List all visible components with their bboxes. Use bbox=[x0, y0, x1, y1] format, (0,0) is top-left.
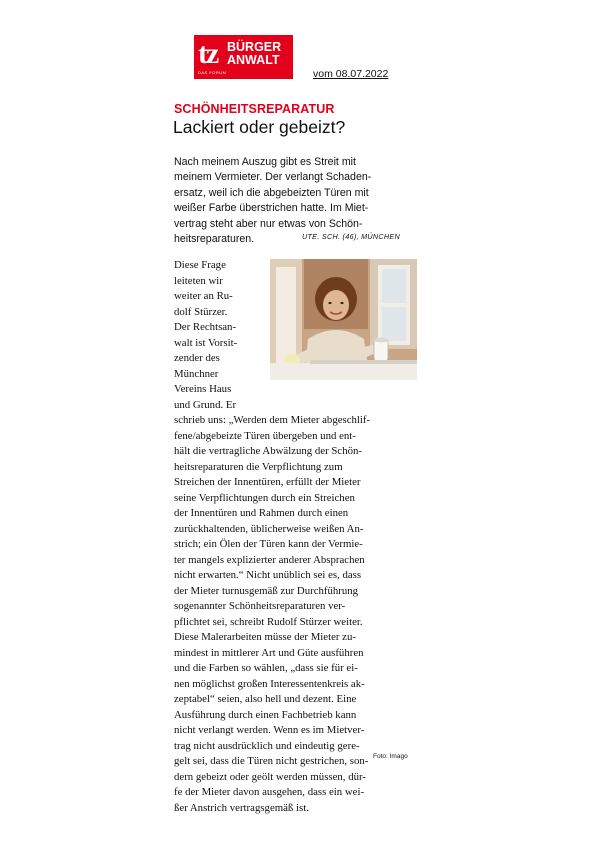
body-line: der Mieter turnusgemäß zur Durchführung bbox=[174, 584, 359, 597]
lead-line: meinem Vermieter. Der verlangt Schaden- bbox=[174, 171, 372, 184]
logo-tz: tz bbox=[198, 37, 218, 70]
body-line: ßer Anstrich vertragsgemäß ist. bbox=[174, 801, 309, 814]
body-line: weiter an Ru- bbox=[174, 290, 233, 302]
body-line: dern gebeizt oder geölt werden müssen, dür- bbox=[174, 770, 366, 783]
article-body bbox=[174, 258, 420, 816]
article-kicker: SCHÖNHEITSREPARATUR bbox=[174, 102, 335, 116]
body-line: Diese Malerarbeiten müsse der Mieter zu- bbox=[174, 631, 356, 643]
body-line: pflichtet sei, schreibt Rudolf Stürzer weiter. bbox=[174, 615, 363, 628]
body-line: zeptabel“ seien, also hell und dezent. Eine bbox=[174, 693, 357, 705]
body-line: fe der Mieter davon ausgehen, dass ein wei- bbox=[174, 786, 365, 798]
body-line: leiteten wir bbox=[174, 274, 223, 287]
body-line: seine Verpflichtungen durch ein Streichen bbox=[174, 491, 355, 504]
lead-line: weißer Farbe überstrichen hatte. Im Miet- bbox=[174, 202, 369, 215]
body-line: sogenannter Schönheitsreparaturen ver- bbox=[174, 600, 346, 612]
lead-line: Nach meinem Auszug gibt es Streit mit bbox=[174, 156, 356, 168]
tz-buergeranwalt-logo bbox=[194, 35, 293, 79]
reader-signature: UTE. SCH. (46), MÜNCHEN bbox=[302, 232, 400, 241]
lead-line: vertrag steht aber nur etwas von Schön- bbox=[174, 217, 363, 230]
lead-line: heitsreparaturen. bbox=[174, 233, 255, 246]
body-line: Münchner bbox=[174, 367, 219, 380]
body-line: nicht verlangt werden. Wenn es im Mietver- bbox=[174, 724, 365, 736]
body-line: Der Rechtsan- bbox=[174, 321, 237, 333]
logo-tagline: DAS FORUM bbox=[198, 70, 227, 75]
body-line: nicht erwarten.“ Nicht unüblich sei es, dass bbox=[174, 569, 362, 581]
body-line: strich; ein Ölen der Türen kann der Vermie- bbox=[174, 538, 363, 550]
publication-date: vom 08.07.2022 bbox=[313, 68, 389, 80]
lead-line: ersatz, weil ich die abgebeizten Türen mit bbox=[174, 186, 369, 199]
body-line: walt ist Vorsit- bbox=[174, 336, 238, 349]
body-line: dolf Stürzer. bbox=[174, 305, 228, 318]
body-line: Diese Frage bbox=[174, 259, 226, 271]
body-line: hält die vertragliche Abwälzung der Schön- bbox=[174, 445, 362, 457]
body-line: und die Farben so wählen, „dass sie für ei- bbox=[174, 662, 358, 674]
logo-line-1: BÜRGER bbox=[227, 40, 282, 54]
body-line: mindest in mittlerer Art und Güte ausführen bbox=[174, 646, 364, 659]
body-line: schrieb uns: „Werden dem Mieter abgeschlif- bbox=[174, 414, 371, 426]
body-line: nen möglichst großen Interessentenkreis ak- bbox=[174, 677, 365, 690]
logo-line-2: ANWALT bbox=[227, 53, 280, 67]
body-line: der Innentüren und Rahmen durch einen bbox=[174, 507, 349, 519]
body-line: ter mangels explizierter anderer Absprachen bbox=[174, 553, 365, 566]
body-line: Streichen der Innentüren, erfüllt der Mieter bbox=[174, 476, 361, 488]
article-headline: Lackiert oder gebeizt? bbox=[173, 117, 346, 137]
body-line: gelt sei, dass die Türen nicht gestrichen, son- bbox=[174, 755, 369, 767]
body-line: fene/abgebeizte Türen übergeben und ent- bbox=[174, 429, 356, 442]
body-line: zurückhaltenden, üblicherweise weißen An- bbox=[174, 522, 364, 535]
photo-credit: Foto: Imago bbox=[373, 753, 408, 760]
body-line: und Grund. Er bbox=[174, 398, 237, 411]
body-line: heitsreparaturen die Verpflichtung zum bbox=[174, 460, 343, 473]
body-line: Vereins Haus bbox=[174, 383, 232, 395]
body-line: trag nicht ausdrücklich und eindeutig gere- bbox=[174, 739, 360, 752]
body-line: Ausführung durch einen Fachbetrieb kann bbox=[174, 708, 357, 721]
body-line: zender des bbox=[174, 352, 220, 364]
